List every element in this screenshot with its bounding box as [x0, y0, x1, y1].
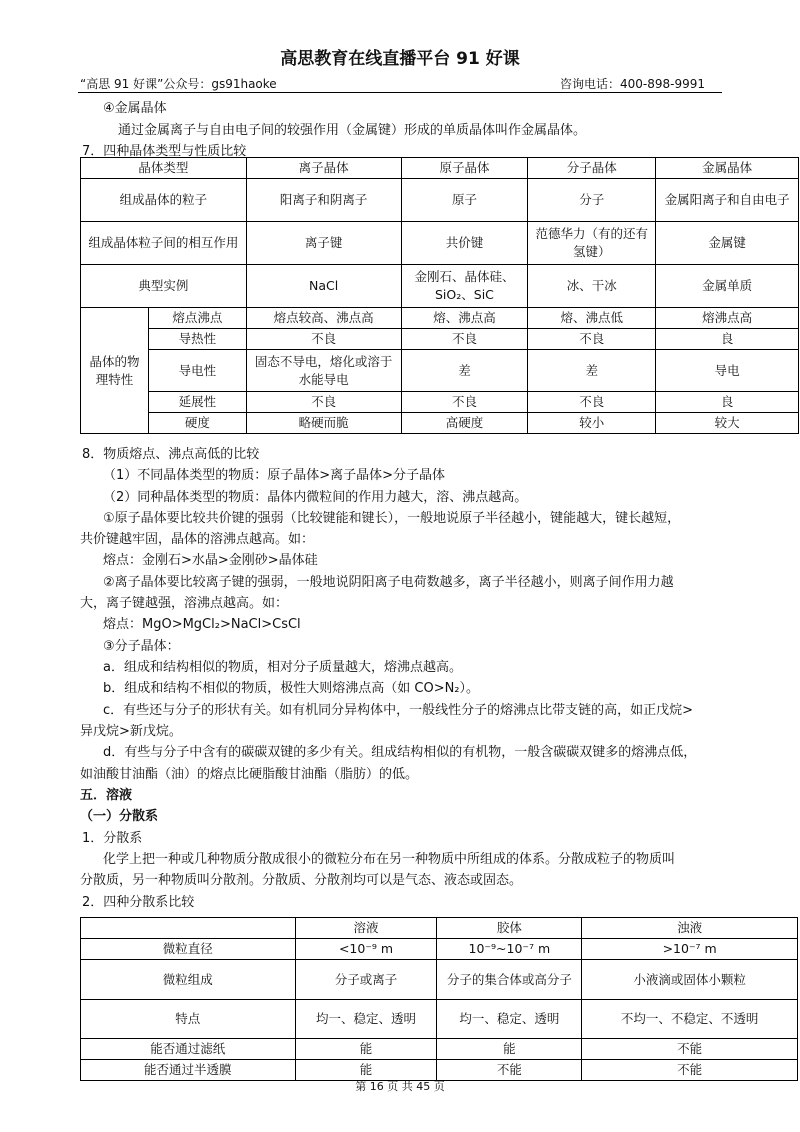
text-line: ②离子晶体要比较离子键的强弱，一般地说阴阳离子电荷数越多，离子半径越小，则离子间作用力越: [103, 575, 674, 590]
table-cell: 微粒组成: [81, 960, 296, 1000]
table-cell: 金属阳离子和自由电子: [656, 179, 799, 222]
table-cell: 典型实例: [81, 265, 247, 308]
crystal-comparison-table: [80, 157, 799, 434]
text-line: 如油酸甘油酯（油）的熔点比硬脂酸甘油酯（脂肪）的低。: [80, 767, 419, 782]
table-cell: 能: [437, 1039, 582, 1060]
text-line: b．组成和结构不相似的物质，极性大则熔沸点高（如 CO>N₂）。: [103, 681, 480, 696]
table-cell: 高硬度: [401, 413, 528, 434]
table-cell: NaCl: [246, 265, 401, 308]
table-cell: 微粒直径: [81, 939, 296, 960]
table-cell: 不良: [401, 329, 528, 350]
table-header: 金属晶体: [656, 158, 799, 179]
table-cell: 不均一、不稳定、不透明: [582, 1000, 798, 1039]
table-cell: 金属键: [656, 222, 799, 265]
text-line: 异戊烷>新戊烷。: [80, 724, 182, 739]
text-line: d．有些与分子中含有的碳碳双键的多少有关。组成结构相似的有机物，一般含碳碳双键多的熔沸点低，: [103, 745, 697, 760]
text-line: 分散质，另一种物质叫分散剂。分散质、分散剂均可以是气态、液态或固态。: [80, 873, 523, 888]
text-line: 1．分散系: [82, 831, 143, 846]
table-cell: 阳离子和阴离子: [246, 179, 401, 222]
table-cell: 硬度: [148, 413, 246, 434]
table-cell: 良: [656, 329, 799, 350]
section-heading: 五．溶液: [80, 788, 133, 803]
table-header: 晶体类型: [81, 158, 247, 179]
table-cell: 不良: [528, 392, 656, 413]
table-cell: 能否通过滤纸: [81, 1039, 296, 1060]
table-cell: 较大: [656, 413, 799, 434]
page-footer: 第 16 页 共 45 页: [355, 1080, 445, 1093]
table-header: 浊液: [582, 918, 798, 939]
table-header: 离子晶体: [246, 158, 401, 179]
table-header: 溶液: [295, 918, 437, 939]
text-line: 化学上把一种或几种物质分散成很小的微粒分布在另一种物质中所组成的体系。分散成粒子的物质叫: [103, 852, 676, 867]
table-cell: 不能: [582, 1039, 798, 1060]
page-header-title: 高思教育在线直播平台 91 好课: [280, 49, 520, 69]
table-group-label: 晶体的物理特性: [81, 308, 149, 434]
text-line: a．组成和结构相似的物质，相对分子质量越大，熔沸点越高。: [103, 660, 462, 675]
table-cell: 不良: [246, 392, 401, 413]
text-line: 熔点：MgO>MgCl₂>NaCl>CsCl: [103, 617, 301, 632]
table-cell: 能否通过半透膜: [81, 1060, 296, 1081]
table-cell: 原子: [401, 179, 528, 222]
text-line: 通过金属离子与自由电子间的较强作用（金属键）形成的单质晶体叫作金属晶体。: [118, 123, 587, 138]
table-cell: 导热性: [148, 329, 246, 350]
section-heading: 7．四种晶体类型与性质比较: [82, 144, 247, 159]
table-cell: <10⁻⁹ m: [295, 939, 437, 960]
text-line: 大，离子键越强，溶沸点越高。如：: [80, 596, 289, 611]
table-cell: 不良: [246, 329, 401, 350]
table-cell: 分子: [528, 179, 656, 222]
table-cell: 特点: [81, 1000, 296, 1039]
table-cell: 金属单质: [656, 265, 799, 308]
table-cell: 金刚石、晶体硅、SiO₂、SiC: [401, 265, 528, 308]
section-heading: 2．四种分散系比较: [82, 895, 195, 910]
table-cell: 较小: [528, 413, 656, 434]
table-header: 胶体: [437, 918, 582, 939]
table-cell: 离子键: [246, 222, 401, 265]
table-header: 分子晶体: [528, 158, 656, 179]
text-line: c．有些还与分子的形状有关。如有机同分异构体中，一般线性分子的熔沸点比带支链的高，如正戊烷>: [103, 703, 694, 718]
table-header: [81, 918, 296, 939]
text-line: （1）不同晶体类型的物质：原子晶体>离子晶体>分子晶体: [103, 468, 446, 483]
table-cell: 延展性: [148, 392, 246, 413]
table-cell: 分子或离子: [295, 960, 437, 1000]
table-cell: 组成晶体的粒子: [81, 179, 247, 222]
table-cell: 均一、稳定、透明: [437, 1000, 582, 1039]
table-cell: >10⁻⁷ m: [582, 939, 798, 960]
table-cell: 良: [656, 392, 799, 413]
table-cell: 组成晶体粒子间的相互作用: [81, 222, 247, 265]
subsection-heading: （一）分散系: [80, 809, 159, 824]
text-line: 熔点：金刚石>水晶>金刚砂>晶体硅: [103, 553, 318, 568]
table-cell: 不能: [437, 1060, 582, 1081]
text-line: ①原子晶体要比较共价键的强弱（比较键能和键长），一般地说原子半径越小，键能越大，键长越短，: [103, 511, 681, 526]
table-cell: 能: [295, 1060, 437, 1081]
table-cell: 小液滴或固体小颗粒: [582, 960, 798, 1000]
table-cell: 范德华力（有的还有氢键）: [528, 222, 656, 265]
header-wechat: “高思 91 好课”公众号：gs91haoke: [80, 77, 277, 91]
table-cell: 不良: [401, 392, 528, 413]
table-cell: 熔点沸点: [148, 308, 246, 329]
table-cell: 熔、沸点高: [401, 308, 528, 329]
table-cell: 能: [295, 1039, 437, 1060]
table-cell: 均一、稳定、透明: [295, 1000, 437, 1039]
table-cell: 熔、沸点低: [528, 308, 656, 329]
table-cell: 固态不导电，熔化或溶于水能导电: [246, 350, 401, 392]
header-divider: [78, 92, 722, 93]
table-cell: 不能: [582, 1060, 798, 1081]
text-line: （2）同种晶体类型的物质：晶体内微粒间的作用力越大，溶、沸点越高。: [103, 490, 528, 505]
dispersion-comparison-table: [80, 917, 798, 1081]
table-cell: 熔沸点高: [656, 308, 799, 329]
table-cell: 差: [401, 350, 528, 392]
header-phone: 咨询电话：400-898-9991: [560, 77, 706, 91]
section-heading: 8．物质熔点、沸点高低的比较: [82, 447, 260, 462]
table-cell: 差: [528, 350, 656, 392]
table-cell: 共价键: [401, 222, 528, 265]
text-line: ③分子晶体：: [103, 639, 180, 654]
text-line: 共价键越牢固，晶体的溶沸点越高。如：: [80, 532, 315, 547]
table-cell: 不良: [528, 329, 656, 350]
table-cell: 熔点较高、沸点高: [246, 308, 401, 329]
table-header: 原子晶体: [401, 158, 528, 179]
table-cell: 导电: [656, 350, 799, 392]
table-cell: 导电性: [148, 350, 246, 392]
table-cell: 略硬而脆: [246, 413, 401, 434]
table-cell: 分子的集合体或高分子: [437, 960, 582, 1000]
table-cell: 10⁻⁹~10⁻⁷ m: [437, 939, 582, 960]
text-line: ④金属晶体: [103, 101, 167, 116]
table-cell: 冰、干冰: [528, 265, 656, 308]
